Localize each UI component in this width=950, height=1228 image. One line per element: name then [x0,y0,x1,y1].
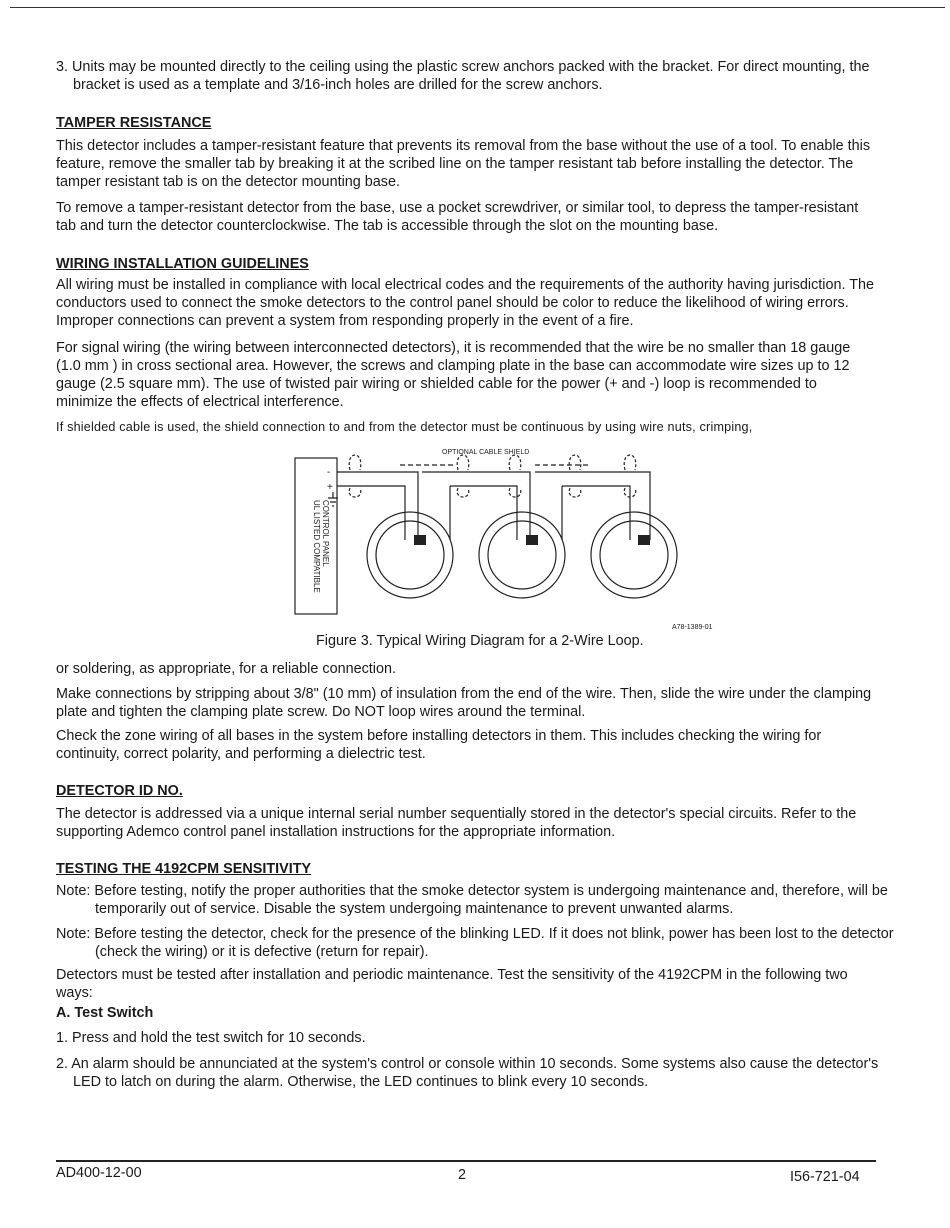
figure-caption: Figure 3. Typical Wiring Diagram for a 2-Wire Loop. [316,633,644,649]
item-3: 3. Units may be mounted directly to the ceiling using the plastic screw anchors packed with the bracket. For direct mounting, the bracket is used as a template and 3/16-inch holes are drilled for the screw anchors. [56,59,870,93]
wiring-paragraph-4: or soldering, as appropriate, for a reliable connection. [56,661,396,677]
testing-note-1: Note: Before testing, notify the proper authorities that the smoke detector system is undergoing maintenance and, therefore, will be temporarily out of service. Disable the system undergoing maintenance to prevent unwanted alarms. [56,883,888,917]
footer-rule [56,1160,876,1162]
detector-id-heading: DETECTOR ID NO. [56,783,183,799]
wiring-heading: WIRING INSTALLATION GUIDELINES [56,256,309,272]
wiring-paragraph-5: Make connections by stripping about 3/8" (10 mm) of insulation from the end of the wire. Then, slide the wire under the clamping plate and tighten the clamping plate screw. Do NOT loop wires around the terminal. [56,686,872,720]
terminal-3 [638,535,650,545]
detector-1-inner [376,521,444,589]
detector-2-outer [479,512,565,598]
testing-note-2: Note: Before testing the detector, check for the presence of the blinking LED. If it does not blink, power has been lost to the detector (check the wiring) or it is defective (return for repair). [56,926,894,960]
testing-paragraph: Detectors must be tested after installation and periodic maintenance. Test the sensitivity of the 4192CPM in the following two ways: [56,967,848,1001]
minus-label: - [327,467,331,478]
tamper-paragraph-2: To remove a tamper-resistant detector from the base, use a pocket screwdriver, or similar tool, to depress the tamper-resistant tab and turn the detector counterclockwise. The tab is accessible through the slot on the mounting base. [56,200,859,234]
plus-label: + [327,482,333,493]
figure-code: A78-1389-01 [672,624,713,631]
detector-3-inner [600,521,668,589]
wiring-paragraph-2: For signal wiring (the wiring between interconnected detectors), it is recommended that the wire be no smaller than 18 gauge (1.0 mm ) in cross sectional area. However, the screws and clamping plate in the base can accommodate wire sizes up to 12 gauge (2.5 square mm). The use of twisted pair wiring or shielded cable for the power (+ and -) loop is recommended to minimize the effects of electrical interference. [56,340,851,410]
wiring-paragraph-3: If shielded cable is used, the shield connection to and from the detector must be continuous by using wire nuts, crimping, [56,420,753,434]
testing-heading: TESTING THE 4192CPM SENSITIVITY [56,861,312,877]
footer-part-number: I56-721-04 [790,1169,860,1185]
terminal-2 [526,535,538,545]
footer-doc-code: AD400-12-00 [56,1165,142,1181]
test-step-1: 1. Press and hold the test switch for 10 seconds. [56,1030,366,1046]
tamper-heading: TAMPER RESISTANCE [56,115,212,131]
tamper-paragraph-1: This detector includes a tamper-resistant feature that prevents its removal from the base without the use of a tool. To enable this feature, remove the smaller tab by breaking it at the scribed line on the tamper resistant tab before installing the detector. The tamper resistant tab is on the detector mounting base. [56,138,871,190]
wiring-paragraph-6: Check the zone wiring of all bases in the system before installing detectors in them. This includes checking the wiring for continuity, correct polarity, and performing a dielectric test. [56,728,822,762]
panel-label-2: CONTROL PANEL [321,500,330,567]
wiring-diagram [290,440,690,620]
top-rule [10,7,945,8]
panel-label-1: UL LISTED COMPATIBLE [312,500,321,593]
test-step-2: 2. An alarm should be annunciated at the system's control or console within 10 seconds. Some systems also cause the detector's LED to latch on during the alarm. Otherwise, the LED continues to blink every 10 seconds. [56,1056,879,1090]
detector-2-inner [488,521,556,589]
detector-id-paragraph: The detector is addressed via a unique internal serial number sequentially stored in the detector's special circuits. Refer to the supporting Ademco control panel installation instructions for the appropriate information. [56,806,857,840]
wiring-paragraph-1: All wiring must be installed in compliance with local electrical codes and the requirements of the authority having jurisdiction. The conductors used to connect the smoke detectors to the control panel should be color to reduce the likelihood of wiring errors. Improper connections can prevent a system from responding properly in the event of a fire. [56,277,875,329]
detector-1-outer [367,512,453,598]
footer-page-number: 2 [458,1167,467,1183]
detector-3-outer [591,512,677,598]
shield-label: OPTIONAL CABLE SHIELD [442,449,530,456]
terminal-1 [414,535,426,545]
test-switch-subheading: A. Test Switch [56,1005,154,1021]
